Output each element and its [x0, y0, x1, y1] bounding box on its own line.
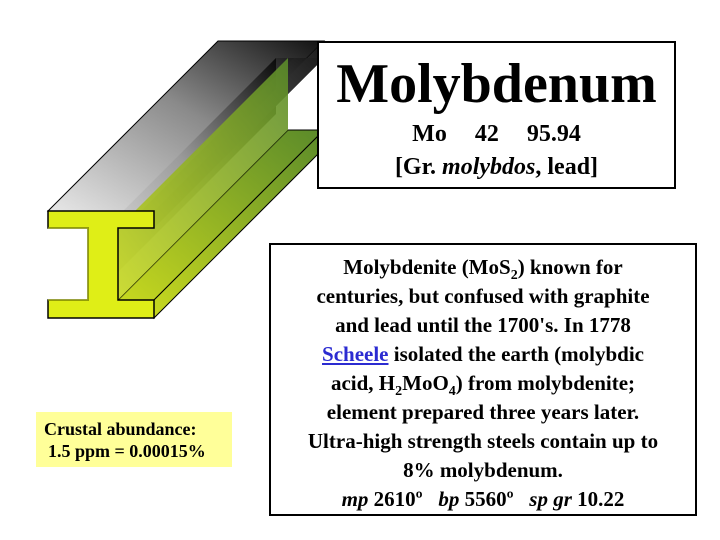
mp-value: 2610º [368, 487, 423, 511]
description-card [269, 243, 697, 516]
etymology: [Gr. molybdos, lead] [394, 154, 599, 180]
element-name: Molybdenum [336, 53, 657, 115]
crustal-abundance-box [36, 412, 232, 467]
abundance-value: 1.5 ppm = 0.00015% [48, 441, 206, 461]
spgr-value: 10.22 [571, 487, 625, 511]
atomic-number: 42 [474, 121, 499, 147]
bp-label: bp [438, 487, 460, 511]
spgr-label: sp gr [529, 487, 572, 511]
element-data-row [319, 122, 674, 146]
physical-properties [271, 485, 695, 514]
mp-label: mp [341, 487, 369, 511]
atomic-weight: 95.94 [526, 121, 581, 147]
abundance-label: Crustal abundance: [44, 419, 197, 439]
description-line: Scheele isolated the earth (molybdic [322, 342, 644, 366]
description-line: 8% molybdenum. [403, 458, 563, 482]
element-title-card [317, 41, 676, 189]
description-line: acid, $H_2MoO_4$) from molybdenite; [330, 371, 636, 400]
bp-value: 5560º [459, 487, 514, 511]
scheele-link[interactable]: Scheele [322, 342, 389, 366]
description-line: Molybdenite (MoS$_2$) known for [343, 255, 623, 284]
description-line: and lead until the 1700's. In 1778 [335, 313, 631, 337]
description-line: Ultra-high strength steels contain up to [307, 429, 659, 453]
etymology-word: molybdos [442, 154, 536, 180]
description-line: element prepared three years later. [326, 400, 640, 424]
element-symbol: Mo [412, 121, 447, 147]
description-line: centuries, but confused with graphite [316, 284, 650, 308]
